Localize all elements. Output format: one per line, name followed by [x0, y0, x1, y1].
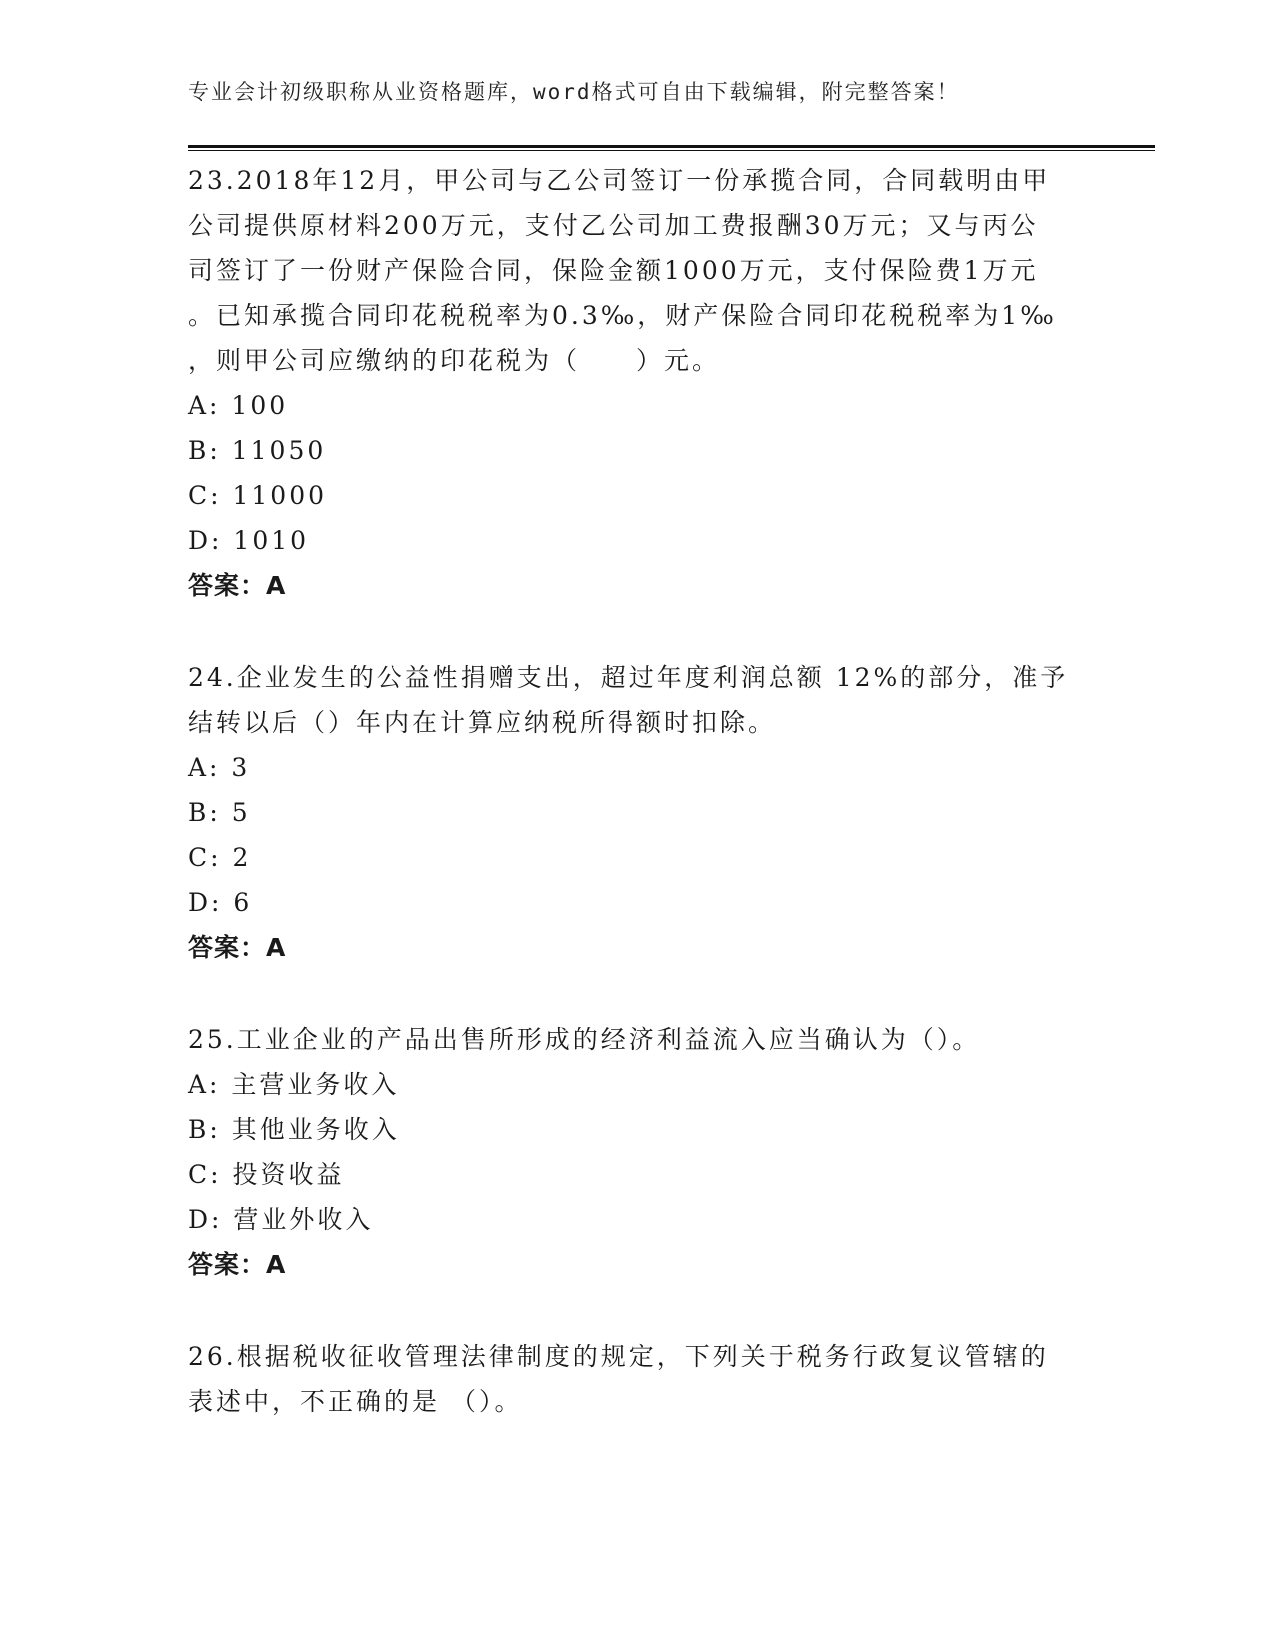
answer-label: 答案：A: [188, 1250, 287, 1279]
question-stem-line: 结转以后（）年内在计算应纳税所得额时扣除。: [188, 708, 777, 737]
question-gap: [188, 970, 1088, 1017]
question-list: [188, 158, 1088, 1424]
question-stem-line: 表述中，不正确的是 （）。: [188, 1387, 523, 1416]
question-stem-line: 。已知承揽合同印花税税率为0.3‰，财产保险合同印花税税率为1‰: [188, 301, 1057, 330]
question-stem-line: 26.根据税收征收管理法律制度的规定，下列关于税务行政复议管辖的: [188, 1342, 1049, 1371]
question-stem-line: 司签订了一份财产保险合同，保险金额1000万元，支付保险费1万元: [188, 256, 1039, 285]
header-rule-thin: [188, 150, 1155, 151]
option-a: A: 主营业务收入: [188, 1070, 400, 1099]
answer-label: 答案：A: [188, 571, 287, 600]
page-header: 专业会计初级职称从业资格题库，word格式可自由下载编辑，附完整答案！: [188, 80, 960, 104]
option-c: C: 11000: [188, 481, 328, 510]
question-stem-line: 公司提供原材料200万元，支付乙公司加工费报酬30万元；又与丙公: [188, 211, 1039, 240]
question-25: [188, 1017, 1088, 1287]
question-stem-line: 23.2018年12月，甲公司与乙公司签订一份承揽合同，合同载明由甲: [188, 166, 1051, 195]
header-rule-thick: [188, 145, 1155, 148]
option-d: D: 6: [188, 888, 253, 917]
question-stem-line: 25.工业企业的产品出售所形成的经济利益流入应当确认为（）。: [188, 1025, 981, 1054]
question-stem-line: ，则甲公司应缴纳的印花税为（ ）元。: [188, 346, 721, 375]
question-23: [188, 158, 1088, 608]
option-d: D: 1010: [188, 526, 310, 555]
option-d: D: 营业外收入: [188, 1205, 374, 1234]
question-gap: [188, 608, 1088, 655]
question-26: [188, 1334, 1088, 1424]
option-b: B: 11050: [188, 436, 327, 465]
option-a: A: 100: [188, 391, 289, 420]
option-b: B: 其他业务收入: [188, 1115, 400, 1144]
question-gap: [188, 1287, 1088, 1334]
answer-label: 答案：A: [188, 933, 287, 962]
option-c: C: 投资收益: [188, 1160, 345, 1189]
option-c: C: 2: [188, 843, 252, 872]
question-stem-line: 24.企业发生的公益性捐赠支出，超过年度利润总额 12%的部分，准予: [188, 663, 1069, 692]
question-24: [188, 655, 1088, 970]
option-b: B: 5: [188, 798, 251, 827]
option-a: A: 3: [188, 753, 251, 782]
